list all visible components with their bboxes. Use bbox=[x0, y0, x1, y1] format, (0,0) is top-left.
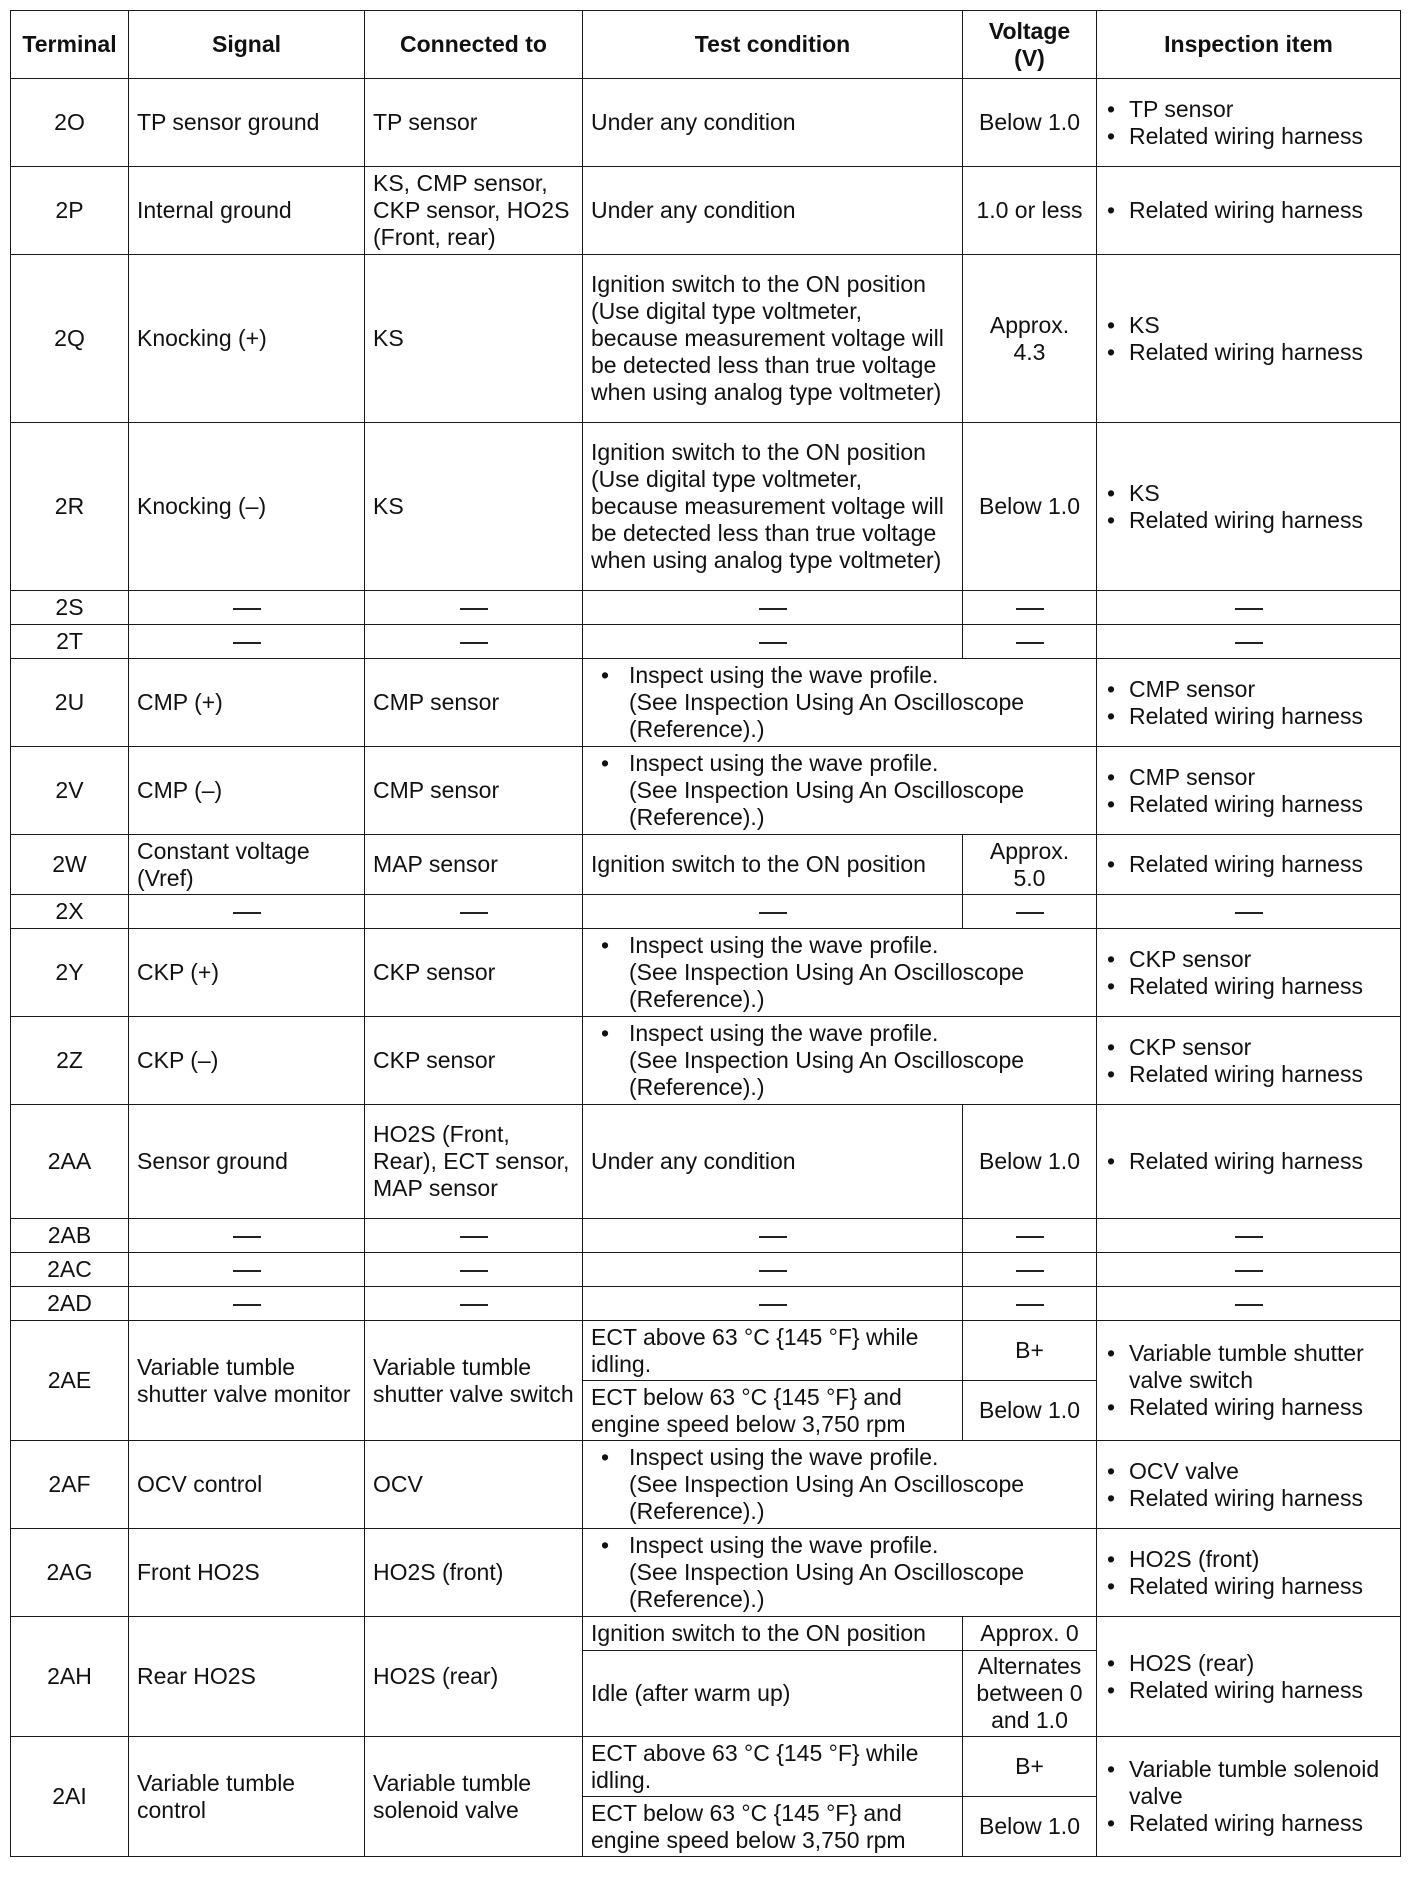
test-condition-cell: Idle (after warm up) bbox=[583, 1651, 963, 1737]
wave-instruction bbox=[591, 750, 1088, 831]
table-row bbox=[11, 79, 1401, 167]
inspection-cell bbox=[1097, 1441, 1401, 1529]
voltage-cell: Below 1.0 bbox=[963, 1381, 1097, 1441]
wave-instruction bbox=[591, 662, 1088, 743]
signal-cell: Internal ground bbox=[129, 167, 365, 255]
table-row bbox=[11, 1321, 1401, 1381]
terminal-cell: 2O bbox=[11, 79, 129, 167]
table-row bbox=[11, 1529, 1401, 1617]
inspection-item: • Related wiring harness bbox=[1105, 1677, 1392, 1704]
empty-cell bbox=[129, 895, 365, 929]
table-row bbox=[11, 747, 1401, 835]
empty-cell bbox=[1097, 1287, 1401, 1321]
wave-profile-cell bbox=[583, 747, 1097, 835]
terminal-cell: 2AE bbox=[11, 1321, 129, 1441]
empty-cell bbox=[963, 1287, 1097, 1321]
terminal-cell: 2T bbox=[11, 625, 129, 659]
inspection-item: • CKP sensor bbox=[1105, 946, 1392, 973]
terminal-cell: 2X bbox=[11, 895, 129, 929]
inspection-item: • Variable tumble solenoid valve bbox=[1105, 1756, 1392, 1810]
inspection-item: • Related wiring harness bbox=[1105, 1485, 1392, 1512]
dash-mark bbox=[233, 1304, 261, 1306]
table-row bbox=[11, 591, 1401, 625]
voltage-cell: Approx. 0 bbox=[963, 1617, 1097, 1651]
header-signal: Signal bbox=[129, 11, 365, 79]
wave-instruction bbox=[591, 1532, 1088, 1613]
empty-cell bbox=[1097, 625, 1401, 659]
empty-cell bbox=[365, 895, 583, 929]
header-connected-to: Connected to bbox=[365, 11, 583, 79]
empty-cell bbox=[963, 1219, 1097, 1253]
dash-mark bbox=[233, 912, 261, 914]
signal-cell: CKP (+) bbox=[129, 929, 365, 1017]
empty-cell bbox=[129, 1219, 365, 1253]
dash-mark bbox=[759, 608, 787, 610]
voltage-cell: Alternates between 0 and 1.0 bbox=[963, 1651, 1097, 1737]
inspection-item: • Related wiring harness bbox=[1105, 1394, 1392, 1421]
inspection-item: • Related wiring harness bbox=[1105, 507, 1392, 534]
dash-mark bbox=[233, 642, 261, 644]
terminal-cell: 2W bbox=[11, 835, 129, 895]
empty-cell bbox=[129, 625, 365, 659]
connected-cell: HO2S (Front, Rear), ECT sensor, MAP sensor bbox=[365, 1105, 583, 1219]
dash-mark bbox=[1235, 1270, 1263, 1272]
header-test-condition: Test condition bbox=[583, 11, 963, 79]
test-condition-cell: Under any condition bbox=[583, 1105, 963, 1219]
signal-cell: Rear HO2S bbox=[129, 1617, 365, 1737]
empty-cell bbox=[1097, 591, 1401, 625]
empty-cell bbox=[1097, 895, 1401, 929]
test-condition-cell: Under any condition bbox=[583, 167, 963, 255]
wave-instruction bbox=[591, 1444, 1088, 1525]
connected-cell: OCV bbox=[365, 1441, 583, 1529]
signal-cell: Sensor ground bbox=[129, 1105, 365, 1219]
inspection-cell bbox=[1097, 423, 1401, 591]
inspection-item: • Related wiring harness bbox=[1105, 791, 1392, 818]
dash-mark bbox=[1235, 642, 1263, 644]
empty-cell bbox=[129, 591, 365, 625]
inspection-cell bbox=[1097, 1017, 1401, 1105]
dash-mark bbox=[460, 1304, 488, 1306]
connected-cell: CKP sensor bbox=[365, 1017, 583, 1105]
dash-mark bbox=[233, 1236, 261, 1238]
connected-cell: HO2S (front) bbox=[365, 1529, 583, 1617]
connected-cell: Variable tumble solenoid valve bbox=[365, 1737, 583, 1857]
inspection-cell bbox=[1097, 79, 1401, 167]
voltage-cell: Approx. 4.3 bbox=[963, 255, 1097, 423]
signal-cell: Variable tumble shutter valve monitor bbox=[129, 1321, 365, 1441]
dash-mark bbox=[460, 1270, 488, 1272]
voltage-cell: 1.0 or less bbox=[963, 167, 1097, 255]
signal-cell: Constant voltage (Vref) bbox=[129, 835, 365, 895]
signal-cell: CMP (–) bbox=[129, 747, 365, 835]
dash-mark bbox=[1016, 642, 1044, 644]
inspection-cell bbox=[1097, 747, 1401, 835]
inspection-item: • OCV valve bbox=[1105, 1458, 1392, 1485]
signal-cell: OCV control bbox=[129, 1441, 365, 1529]
inspection-item: • TP sensor bbox=[1105, 96, 1392, 123]
table-row bbox=[11, 835, 1401, 895]
test-condition-cell: ECT above 63 °C {145 °F} while idling. bbox=[583, 1321, 963, 1381]
voltage-cell: Below 1.0 bbox=[963, 79, 1097, 167]
empty-cell bbox=[365, 591, 583, 625]
header-voltage: Voltage (V) bbox=[963, 11, 1097, 79]
inspection-cell bbox=[1097, 1737, 1401, 1857]
voltage-cell: B+ bbox=[963, 1321, 1097, 1381]
inspection-item: • CMP sensor bbox=[1105, 676, 1392, 703]
signal-cell: CMP (+) bbox=[129, 659, 365, 747]
inspection-cell bbox=[1097, 1321, 1401, 1441]
terminal-cell: 2AF bbox=[11, 1441, 129, 1529]
header-inspection-item: Inspection item bbox=[1097, 11, 1401, 79]
dash-mark bbox=[1016, 1236, 1044, 1238]
wave-line: Inspect using the wave profile. bbox=[629, 662, 939, 688]
signal-cell: Variable tumble control bbox=[129, 1737, 365, 1857]
table-row bbox=[11, 1441, 1401, 1529]
dash-mark bbox=[1235, 1236, 1263, 1238]
inspection-cell bbox=[1097, 167, 1401, 255]
inspection-cell bbox=[1097, 659, 1401, 747]
connected-cell: MAP sensor bbox=[365, 835, 583, 895]
table-row bbox=[11, 255, 1401, 423]
dash-mark bbox=[759, 1236, 787, 1238]
empty-cell bbox=[963, 591, 1097, 625]
wave-line: Inspect using the wave profile. bbox=[629, 1020, 939, 1046]
signal-cell: Knocking (+) bbox=[129, 255, 365, 423]
connected-cell: KS bbox=[365, 423, 583, 591]
terminal-cell: 2AH bbox=[11, 1617, 129, 1737]
dash-mark bbox=[460, 608, 488, 610]
wave-reference: (See Inspection Using An Oscilloscope (Reference).) bbox=[629, 777, 1025, 830]
voltage-cell: B+ bbox=[963, 1737, 1097, 1797]
terminal-cell: 2R bbox=[11, 423, 129, 591]
terminal-cell: 2AD bbox=[11, 1287, 129, 1321]
inspection-item: • KS bbox=[1105, 312, 1392, 339]
empty-cell bbox=[583, 625, 963, 659]
inspection-cell bbox=[1097, 835, 1401, 895]
terminal-cell: 2AB bbox=[11, 1219, 129, 1253]
connected-cell: Variable tumble shutter valve switch bbox=[365, 1321, 583, 1441]
empty-cell bbox=[963, 895, 1097, 929]
inspection-item: • Related wiring harness bbox=[1105, 851, 1392, 878]
terminal-cell: 2S bbox=[11, 591, 129, 625]
dash-mark bbox=[1016, 912, 1044, 914]
inspection-item: • Related wiring harness bbox=[1105, 1573, 1392, 1600]
test-condition-cell: Ignition switch to the ON position (Use digital type voltmeter, because measurement voltage will be detected less than true voltage when using analog type voltmeter) bbox=[583, 423, 963, 591]
inspection-item: • CMP sensor bbox=[1105, 764, 1392, 791]
dash-mark bbox=[759, 642, 787, 644]
test-condition-cell: Under any condition bbox=[583, 79, 963, 167]
test-condition-cell: Ignition switch to the ON position bbox=[583, 1617, 963, 1651]
inspection-item: • Related wiring harness bbox=[1105, 339, 1392, 366]
connected-cell: HO2S (rear) bbox=[365, 1617, 583, 1737]
voltage-cell: Below 1.0 bbox=[963, 423, 1097, 591]
empty-cell bbox=[1097, 1219, 1401, 1253]
empty-cell bbox=[365, 1287, 583, 1321]
table-row bbox=[11, 1617, 1401, 1651]
inspection-item: • Related wiring harness bbox=[1105, 1061, 1392, 1088]
table-row bbox=[11, 895, 1401, 929]
inspection-item: • HO2S (front) bbox=[1105, 1546, 1392, 1573]
dash-mark bbox=[460, 1236, 488, 1238]
wave-line: Inspect using the wave profile. bbox=[629, 1444, 939, 1470]
terminal-cell: 2AC bbox=[11, 1253, 129, 1287]
connected-cell: KS bbox=[365, 255, 583, 423]
inspection-cell bbox=[1097, 1105, 1401, 1219]
wave-profile-cell bbox=[583, 1017, 1097, 1105]
wave-instruction bbox=[591, 1020, 1088, 1101]
table-row bbox=[11, 1253, 1401, 1287]
dash-mark bbox=[460, 642, 488, 644]
dash-mark bbox=[233, 608, 261, 610]
inspection-cell bbox=[1097, 1529, 1401, 1617]
inspection-cell bbox=[1097, 255, 1401, 423]
wave-reference: (See Inspection Using An Oscilloscope (Reference).) bbox=[629, 959, 1025, 1012]
test-condition-cell: ECT above 63 °C {145 °F} while idling. bbox=[583, 1737, 963, 1797]
inspection-item: • Related wiring harness bbox=[1105, 1810, 1392, 1837]
wave-reference: (See Inspection Using An Oscilloscope (Reference).) bbox=[629, 689, 1025, 742]
terminal-cell: 2Q bbox=[11, 255, 129, 423]
dash-mark bbox=[233, 1270, 261, 1272]
empty-cell bbox=[583, 895, 963, 929]
terminal-cell: 2AG bbox=[11, 1529, 129, 1617]
wave-reference: (See Inspection Using An Oscilloscope (Reference).) bbox=[629, 1471, 1025, 1524]
terminal-cell: 2V bbox=[11, 747, 129, 835]
wave-reference: (See Inspection Using An Oscilloscope (Reference).) bbox=[629, 1047, 1025, 1100]
header-terminal: Terminal bbox=[11, 11, 129, 79]
terminal-voltage-table bbox=[10, 10, 1401, 1857]
table-row bbox=[11, 1287, 1401, 1321]
inspection-cell bbox=[1097, 1617, 1401, 1737]
inspection-item: • Related wiring harness bbox=[1105, 1148, 1392, 1175]
header-row bbox=[11, 11, 1401, 79]
dash-mark bbox=[759, 912, 787, 914]
table-row bbox=[11, 1737, 1401, 1797]
signal-cell: Front HO2S bbox=[129, 1529, 365, 1617]
inspection-item: • Related wiring harness bbox=[1105, 973, 1392, 1000]
signal-cell: CKP (–) bbox=[129, 1017, 365, 1105]
test-condition-cell: Ignition switch to the ON position bbox=[583, 835, 963, 895]
voltage-cell: Below 1.0 bbox=[963, 1105, 1097, 1219]
inspection-item: • Related wiring harness bbox=[1105, 703, 1392, 730]
wave-instruction bbox=[591, 932, 1088, 1013]
empty-cell bbox=[365, 1253, 583, 1287]
inspection-item: • HO2S (rear) bbox=[1105, 1650, 1392, 1677]
empty-cell bbox=[129, 1253, 365, 1287]
empty-cell bbox=[583, 1253, 963, 1287]
empty-cell bbox=[963, 625, 1097, 659]
empty-cell bbox=[583, 1219, 963, 1253]
inspection-cell bbox=[1097, 929, 1401, 1017]
terminal-cell: 2AI bbox=[11, 1737, 129, 1857]
empty-cell bbox=[1097, 1253, 1401, 1287]
connected-cell: KS, CMP sensor, CKP sensor, HO2S (Front, rear) bbox=[365, 167, 583, 255]
terminal-table-page bbox=[10, 10, 1401, 1857]
test-condition-cell: ECT below 63 °C {145 °F} and engine speed below 3,750 rpm bbox=[583, 1797, 963, 1857]
inspection-item: • KS bbox=[1105, 480, 1392, 507]
dash-mark bbox=[1016, 1304, 1044, 1306]
dash-mark bbox=[1235, 1304, 1263, 1306]
empty-cell bbox=[365, 1219, 583, 1253]
table-row bbox=[11, 423, 1401, 591]
dash-mark bbox=[759, 1270, 787, 1272]
inspection-item: • CKP sensor bbox=[1105, 1034, 1392, 1061]
signal-cell: Knocking (–) bbox=[129, 423, 365, 591]
test-condition-cell: Ignition switch to the ON position (Use digital type voltmeter, because measurement voltage will be detected less than true voltage when using analog type voltmeter) bbox=[583, 255, 963, 423]
table-row bbox=[11, 1105, 1401, 1219]
wave-profile-cell bbox=[583, 659, 1097, 747]
test-condition-cell: ECT below 63 °C {145 °F} and engine speed below 3,750 rpm bbox=[583, 1381, 963, 1441]
terminal-cell: 2P bbox=[11, 167, 129, 255]
terminal-cell: 2Z bbox=[11, 1017, 129, 1105]
table-row bbox=[11, 1219, 1401, 1253]
wave-profile-cell bbox=[583, 1529, 1097, 1617]
table-row bbox=[11, 1017, 1401, 1105]
dash-mark bbox=[1235, 912, 1263, 914]
table-row bbox=[11, 929, 1401, 1017]
terminal-cell: 2U bbox=[11, 659, 129, 747]
terminal-cell: 2Y bbox=[11, 929, 129, 1017]
dash-mark bbox=[1235, 608, 1263, 610]
inspection-item: • Variable tumble shutter valve switch bbox=[1105, 1340, 1392, 1394]
dash-mark bbox=[1016, 1270, 1044, 1272]
terminal-cell: 2AA bbox=[11, 1105, 129, 1219]
wave-profile-cell bbox=[583, 1441, 1097, 1529]
connected-cell: CMP sensor bbox=[365, 747, 583, 835]
table-row bbox=[11, 625, 1401, 659]
inspection-item: • Related wiring harness bbox=[1105, 197, 1392, 224]
empty-cell bbox=[583, 1287, 963, 1321]
empty-cell bbox=[129, 1287, 365, 1321]
wave-line: Inspect using the wave profile. bbox=[629, 932, 939, 958]
wave-line: Inspect using the wave profile. bbox=[629, 1532, 939, 1558]
empty-cell bbox=[963, 1253, 1097, 1287]
dash-mark bbox=[759, 1304, 787, 1306]
wave-line: Inspect using the wave profile. bbox=[629, 750, 939, 776]
dash-mark bbox=[1016, 608, 1044, 610]
wave-reference: (See Inspection Using An Oscilloscope (Reference).) bbox=[629, 1559, 1025, 1612]
inspection-item: • Related wiring harness bbox=[1105, 123, 1392, 150]
voltage-cell: Approx. 5.0 bbox=[963, 835, 1097, 895]
dash-mark bbox=[460, 912, 488, 914]
connected-cell: TP sensor bbox=[365, 79, 583, 167]
empty-cell bbox=[583, 591, 963, 625]
connected-cell: CMP sensor bbox=[365, 659, 583, 747]
connected-cell: CKP sensor bbox=[365, 929, 583, 1017]
signal-cell: TP sensor ground bbox=[129, 79, 365, 167]
wave-profile-cell bbox=[583, 929, 1097, 1017]
empty-cell bbox=[365, 625, 583, 659]
voltage-cell: Below 1.0 bbox=[963, 1797, 1097, 1857]
table-row bbox=[11, 167, 1401, 255]
table-row bbox=[11, 659, 1401, 747]
